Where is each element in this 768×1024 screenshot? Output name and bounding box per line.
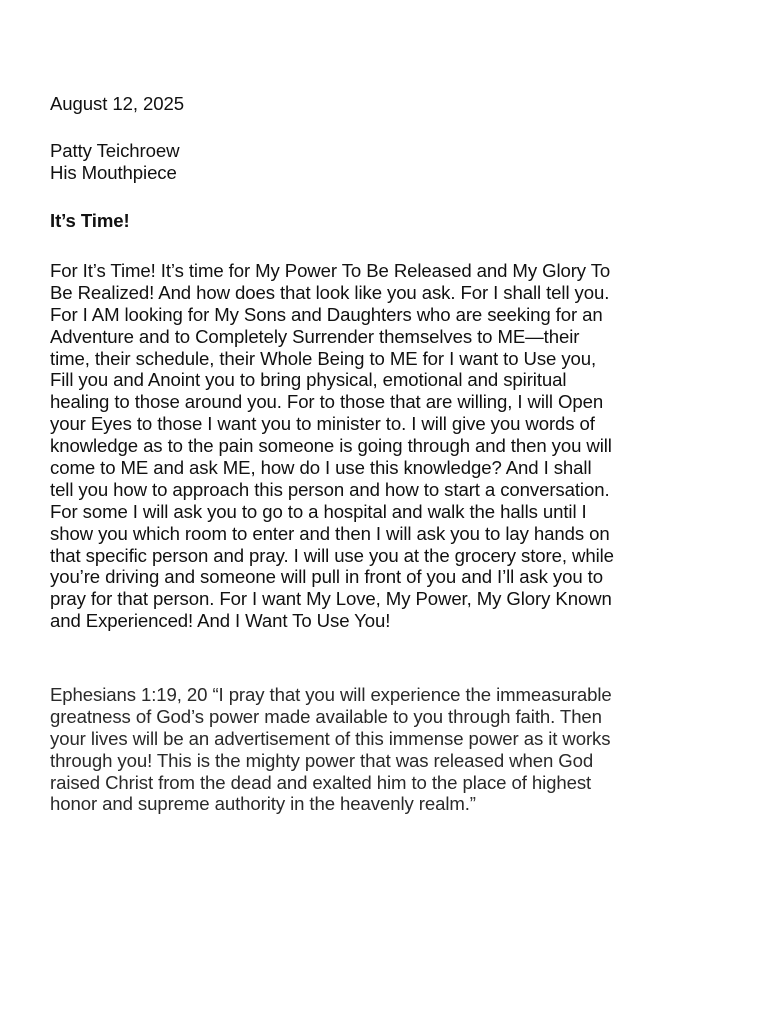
body-line: that specific person and pray. I will use you at the grocery store, while: [50, 544, 614, 566]
body-line: Adventure and to Completely Surrender themselves to ME—their: [50, 325, 580, 347]
scripture-line: through you! This is the mighty power that was released when God: [50, 749, 594, 771]
author-role: His Mouthpiece: [50, 161, 177, 183]
body-line: knowledge as to the pain someone is going through and then you will: [50, 435, 612, 457]
body-line: and Experienced! And I Want To Use You!: [50, 610, 391, 632]
body-line: tell you how to approach this person and how to start a conversation.: [50, 478, 610, 500]
scripture-quote: [50, 684, 740, 815]
author-name: Patty Teichroew: [50, 140, 180, 161]
body-line: your Eyes to those I want you to minister to. I will give you words of: [50, 413, 595, 435]
body-line: come to ME and ask ME, how do I use this knowledge? And I shall: [50, 457, 592, 479]
scripture-line: raised Christ from the dead and exalted him to the place of highest: [50, 771, 592, 793]
body-line: Fill you and Anoint you to bring physical, emotional and spiritual: [50, 369, 567, 391]
letter-body: [50, 260, 740, 632]
body-line: Be Realized! And how does that look like you ask. For I shall tell you.: [50, 281, 610, 303]
letter-date: August 12, 2025: [50, 93, 184, 114]
body-line: healing to those around you. For to those that are willing, I will Open: [50, 391, 604, 413]
body-line: you’re driving and someone will pull in front of you and I’ll ask you to: [50, 566, 603, 588]
body-line: show you which room to enter and then I will ask you to lay hands on: [50, 522, 610, 544]
body-line: pray for that person. For I want My Love, My Power, My Glory Known: [50, 588, 612, 610]
body-line: For some I will ask you to go to a hospital and walk the halls until I: [50, 500, 587, 522]
letter-title: It’s Time!: [50, 210, 130, 231]
scripture-line: Ephesians 1:19, 20 “I pray that you will experience the immeasurable: [50, 684, 612, 705]
body-line: time, their schedule, their Whole Being to ME for I want to Use you,: [50, 347, 597, 369]
scripture-line: greatness of God’s power made available to you through faith. Then: [50, 705, 602, 727]
body-line: For It’s Time! It’s time for My Power To Be Released and My Glory To: [50, 260, 611, 281]
author-block: [50, 140, 740, 184]
scripture-line: honor and supreme authority in the heavenly realm.”: [50, 793, 476, 815]
scripture-line: your lives will be an advertisement of this immense power as it works: [50, 727, 611, 749]
body-line: For I AM looking for My Sons and Daughters who are seeking for an: [50, 303, 603, 325]
